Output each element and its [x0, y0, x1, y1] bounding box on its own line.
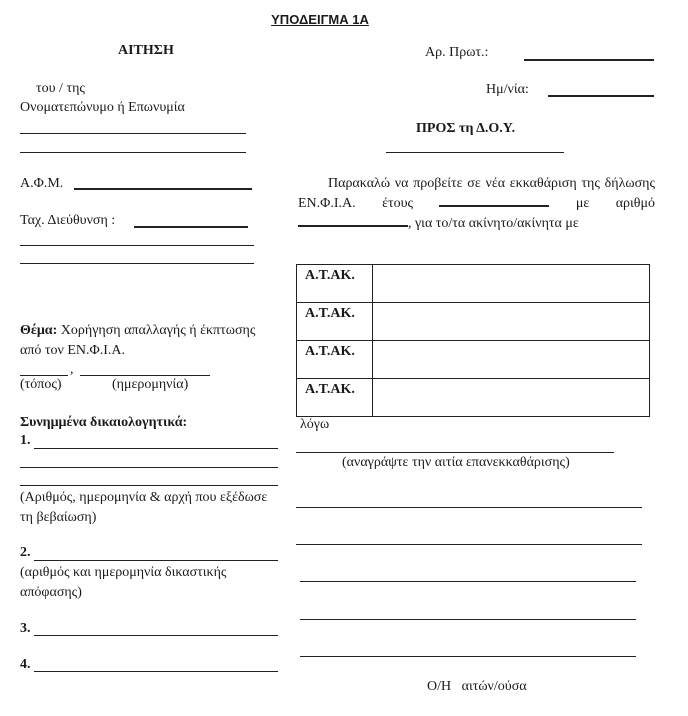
protocol-label: Αρ. Πρωτ.: — [425, 45, 489, 60]
reason-field[interactable] — [296, 452, 614, 453]
attachment-2-field[interactable] — [34, 560, 278, 561]
attachment-1-number: 1. — [20, 433, 31, 448]
table-row — [297, 341, 650, 379]
attachment-2-note: (αριθμός και ημερομηνία δικαστικής απόφασης) — [20, 565, 227, 600]
subject-block — [20, 321, 260, 361]
year-field[interactable] — [439, 193, 549, 207]
atak-value-cell[interactable] — [373, 379, 650, 417]
atak-value-cell[interactable] — [373, 303, 650, 341]
request-paragraph — [298, 175, 655, 233]
reason-line-3[interactable] — [296, 544, 642, 545]
date-label: Ημ/νία: — [486, 82, 529, 97]
atak-label: Α.Τ.ΑΚ. — [297, 379, 373, 417]
name-label: Ονοματεπώνυμο ή Επωνυμία — [20, 100, 185, 115]
date-of-signing-field[interactable] — [80, 375, 210, 376]
request-text-1: Παρακαλώ να προβείτε σε νέα εκκαθάριση της δήλωσης ΕΝ.Φ.Ι.Α. έτους — [298, 176, 655, 211]
subject-label: Θέμα: — [20, 323, 58, 338]
afm-field[interactable] — [74, 188, 252, 190]
attachment-3-number: 3. — [20, 621, 31, 636]
table-row — [297, 265, 650, 303]
application-heading: ΑΙΤΗΣΗ — [118, 43, 174, 58]
attachment-1-field[interactable] — [34, 448, 278, 449]
address-field[interactable] — [134, 226, 248, 228]
reason-line-2[interactable] — [296, 507, 642, 508]
declaration-number-field[interactable] — [298, 213, 408, 227]
reason-line-5[interactable] — [300, 619, 636, 620]
date-field[interactable] — [548, 95, 654, 97]
attachment-1-note: (Αριθμός, ημερομηνία & αρχή που εξέδωσε τη βεβαίωση) — [20, 490, 268, 525]
of-label: του / της — [36, 81, 85, 96]
signature-label: Ο/Η αιτών/ούσα — [427, 679, 527, 694]
attachment-3-field[interactable] — [34, 635, 278, 636]
because-label: λόγω — [300, 417, 330, 432]
place-caption: (τόπος) — [20, 377, 62, 392]
table-row — [297, 303, 650, 341]
name-field-line-1[interactable] — [20, 133, 246, 134]
to-tax-office: ΠΡΟΣ τη Δ.Ο.Υ. — [416, 121, 516, 136]
place-date-comma: , — [70, 362, 74, 377]
atak-label: Α.Τ.ΑΚ. — [297, 341, 373, 379]
request-text-3: , για το/τα ακίνητο/ακίνητα με — [408, 216, 579, 231]
protocol-field[interactable] — [524, 59, 654, 61]
attachment-4-field[interactable] — [34, 671, 278, 672]
tax-office-field[interactable] — [386, 152, 564, 153]
address-label: Ταχ. Διεύθυνση : — [20, 213, 116, 228]
date-caption: (ημερομηνία) — [112, 377, 189, 392]
atak-value-cell[interactable] — [373, 341, 650, 379]
atak-label: Α.Τ.ΑΚ. — [297, 265, 373, 303]
atak-table — [296, 264, 650, 417]
form-title: ΥΠΟΔΕΙΓΜΑ 1Α — [271, 12, 369, 27]
address-field-line-3[interactable] — [20, 263, 254, 264]
attachment-1-field-line-2[interactable] — [20, 467, 278, 468]
address-field-line-2[interactable] — [20, 245, 254, 246]
attachment-2-number: 2. — [20, 545, 31, 560]
reason-line-6[interactable] — [300, 656, 636, 657]
attachments-heading: Συνημμένα δικαιολογητικά: — [20, 415, 188, 430]
atak-value-cell[interactable] — [373, 265, 650, 303]
name-field-line-2[interactable] — [20, 152, 246, 153]
attachment-1-field-line-3[interactable] — [20, 485, 278, 486]
table-row — [297, 379, 650, 417]
attachment-4-number: 4. — [20, 657, 31, 672]
afm-label: Α.Φ.Μ. — [20, 176, 64, 191]
reason-hint: (αναγράψτε την αιτία επανεκκαθάρισης) — [342, 455, 570, 470]
reason-line-4[interactable] — [300, 581, 636, 582]
subject-text: Χορήγηση απαλλαγής ή έκπτωσης από τον ΕΝ.Φ.Ι.Α. — [20, 323, 256, 358]
atak-label: Α.Τ.ΑΚ. — [297, 303, 373, 341]
place-field[interactable] — [20, 375, 68, 376]
request-text-2: με αριθμό — [575, 196, 656, 211]
